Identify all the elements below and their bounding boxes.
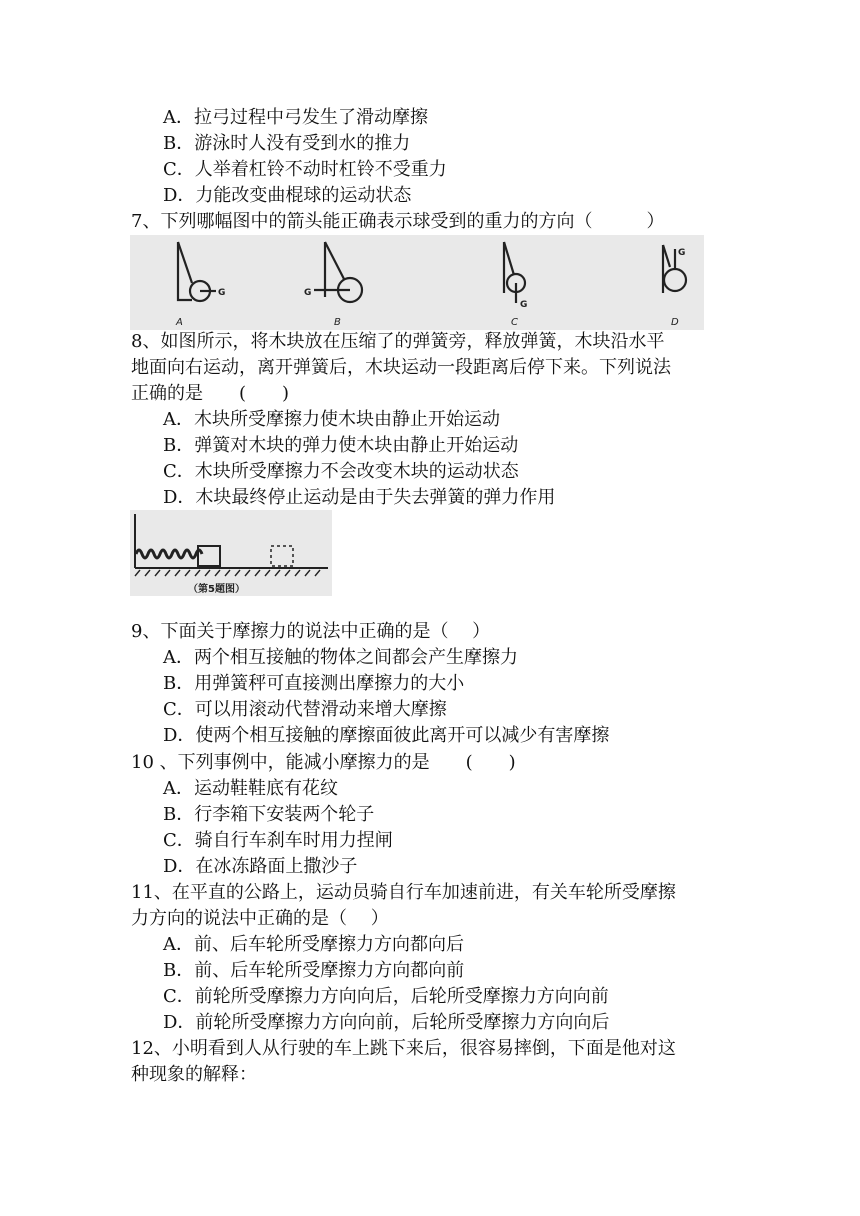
q10-stem: 10 、下列事例中，能减小摩擦力的是 ( ) (131, 752, 516, 773)
q11-stem-line-2: 力方向的说法中正确的是（ ） (131, 908, 389, 929)
q6-option-c: C．人举着杠铃不动时杠铃不受重力 (163, 159, 447, 180)
q7-force-label-c: G (520, 300, 528, 310)
q7-label-c: C (511, 317, 518, 328)
q10-option-b: B．行李箱下安装两个轮子 (163, 804, 375, 825)
q7-figure (130, 235, 704, 330)
q8-stem-line-1: 8、如图所示，将木块放在压缩了的弹簧旁，释放弹簧，木块沿水平 (131, 331, 665, 352)
q7-force-label-b: G (304, 288, 312, 298)
q9-option-d: D．使两个相互接触的摩擦面彼此离开可以减少有害摩擦 (163, 725, 610, 746)
q11-option-c: C．前轮所受摩擦力方向向后，后轮所受摩擦力方向向前 (163, 986, 609, 1007)
q10-option-c: C．骑自行车刹车时用力捏闸 (163, 830, 393, 851)
q8-option-c: C．木块所受摩擦力不会改变木块的运动状态 (163, 461, 519, 482)
q7-label-d: D (671, 317, 679, 328)
q11-option-b: B．前、后车轮所受摩擦力方向都向前 (163, 960, 465, 981)
q10-option-a: A．运动鞋鞋底有花纹 (163, 778, 338, 799)
q8-stem-line-2: 地面向右运动，离开弹簧后，木块运动一段距离后停下来。下列说法 (131, 357, 671, 378)
q9-option-b: B．用弹簧秤可直接测出摩擦力的大小 (163, 673, 465, 694)
q7-label-b: B (334, 317, 341, 328)
q7-figure-drawing (130, 235, 704, 330)
q8-figure (130, 510, 332, 596)
q6-option-d: D．力能改变曲棍球的运动状态 (163, 185, 412, 206)
q9-option-c: C．可以用滚动代替滑动来增大摩擦 (163, 699, 447, 720)
q6-option-a: A．拉弓过程中弓发生了滑动摩擦 (163, 107, 428, 128)
q8-option-d: D．木块最终停止运动是由于失去弹簧的弹力作用 (163, 487, 556, 508)
q11-option-a: A．前、后车轮所受摩擦力方向都向后 (163, 934, 464, 955)
q9-stem: 9、下面关于摩擦力的说法中正确的是（ ） (131, 621, 491, 642)
q8-figure-drawing (130, 510, 332, 596)
q6-option-b: B．游泳时人没有受到水的推力 (163, 133, 411, 154)
q8-figure-caption: （第5题图） (188, 584, 245, 595)
q8-stem-line-3: 正确的是 ( ) (131, 383, 290, 404)
q11-stem-line-1: 11、在平直的公路上，运动员骑自行车加速前进，有关车轮所受摩擦 (131, 882, 676, 903)
q12-stem-line-1: 12、小明看到人从行驶的车上跳下来后，很容易摔倒，下面是他对这 (131, 1038, 676, 1059)
q12-stem-line-2: 种现象的解释： (131, 1064, 257, 1085)
q7-force-label-a: G (218, 288, 226, 298)
q8-option-a: A．木块所受摩擦力使木块由静止开始运动 (163, 409, 500, 430)
q10-option-d: D．在冰冻路面上撒沙子 (163, 856, 358, 877)
q7-label-a: A (176, 317, 183, 328)
q11-option-d: D．前轮所受摩擦力方向向前，后轮所受摩擦力方向向后 (163, 1012, 610, 1033)
q7-force-label-d: G (678, 248, 686, 258)
q7-stem: 7、下列哪幅图中的箭头能正确表示球受到的重力的方向（ ） (131, 211, 665, 232)
q8-option-b: B．弹簧对木块的弹力使木块由静止开始运动 (163, 435, 519, 456)
q9-option-a: A．两个相互接触的物体之间都会产生摩擦力 (163, 647, 518, 668)
